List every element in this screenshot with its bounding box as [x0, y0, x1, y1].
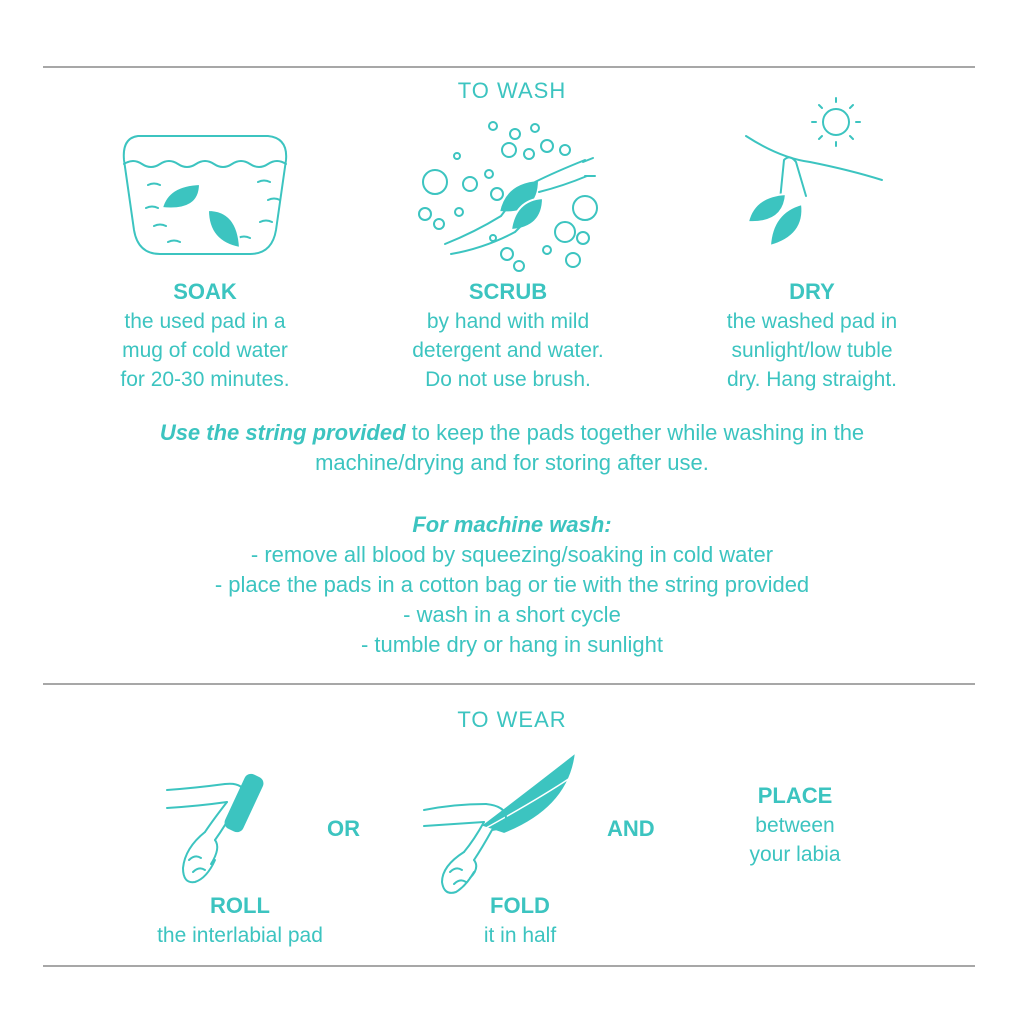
step-scrub	[358, 279, 658, 394]
machine-wash-item: - tumble dry or hang in sunlight	[360, 632, 664, 657]
step-roll	[90, 893, 390, 950]
string-note-emphasis: Use the string provided	[159, 420, 406, 445]
string-note-line2: machine/drying and for storing after use.	[315, 450, 709, 475]
step-roll-text: the interlabial pad	[157, 924, 323, 947]
step-place-title: PLACE	[757, 783, 833, 808]
string-note	[0, 418, 1024, 478]
machine-wash-item: - wash in a short cycle	[403, 602, 621, 627]
step-dry-title: DRY	[789, 279, 835, 304]
step-scrub-title: SCRUB	[468, 279, 548, 304]
step-dry-text: the washed pad in sunlight/low tuble dry. Hang straight.	[726, 310, 898, 391]
step-soak-text: the used pad in a mug of cold water for 20-30 minutes.	[120, 310, 290, 391]
step-soak-title: SOAK	[173, 279, 237, 304]
hands-bubbles-icon	[415, 120, 605, 275]
and-label: AND	[607, 816, 655, 841]
step-dry	[662, 279, 962, 394]
bottom-divider	[43, 965, 975, 967]
bowl-icon	[118, 130, 293, 260]
wash-section-title: TO WASH	[457, 78, 567, 103]
step-scrub-text: by hand with mild detergent and water. Do not use brush.	[412, 310, 604, 391]
clothesline-sun-icon	[740, 96, 890, 256]
step-place	[645, 783, 945, 869]
string-note-rest: to keep the pads together while washing in the	[405, 420, 865, 445]
or-label: OR	[327, 816, 360, 841]
step-soak	[55, 279, 355, 394]
string-note-line1	[0, 418, 1024, 448]
machine-wash-item: - place the pads in a cotton bag or tie with the string provided	[214, 572, 810, 597]
hand-fold-icon	[420, 748, 580, 898]
step-fold-title: FOLD	[490, 893, 550, 918]
step-fold	[370, 893, 670, 950]
step-place-text: between your labia	[749, 814, 841, 866]
machine-wash-item: - remove all blood by squeezing/soaking in cold water	[250, 542, 774, 567]
machine-wash-heading: For machine wash:	[412, 512, 612, 537]
middle-divider	[43, 683, 975, 685]
step-fold-text: it in half	[483, 924, 557, 947]
hand-roll-icon	[165, 768, 280, 888]
step-roll-title: ROLL	[210, 893, 270, 918]
wear-section-title: TO WEAR	[457, 707, 567, 732]
machine-wash-block	[0, 510, 1024, 660]
top-divider	[43, 66, 975, 68]
